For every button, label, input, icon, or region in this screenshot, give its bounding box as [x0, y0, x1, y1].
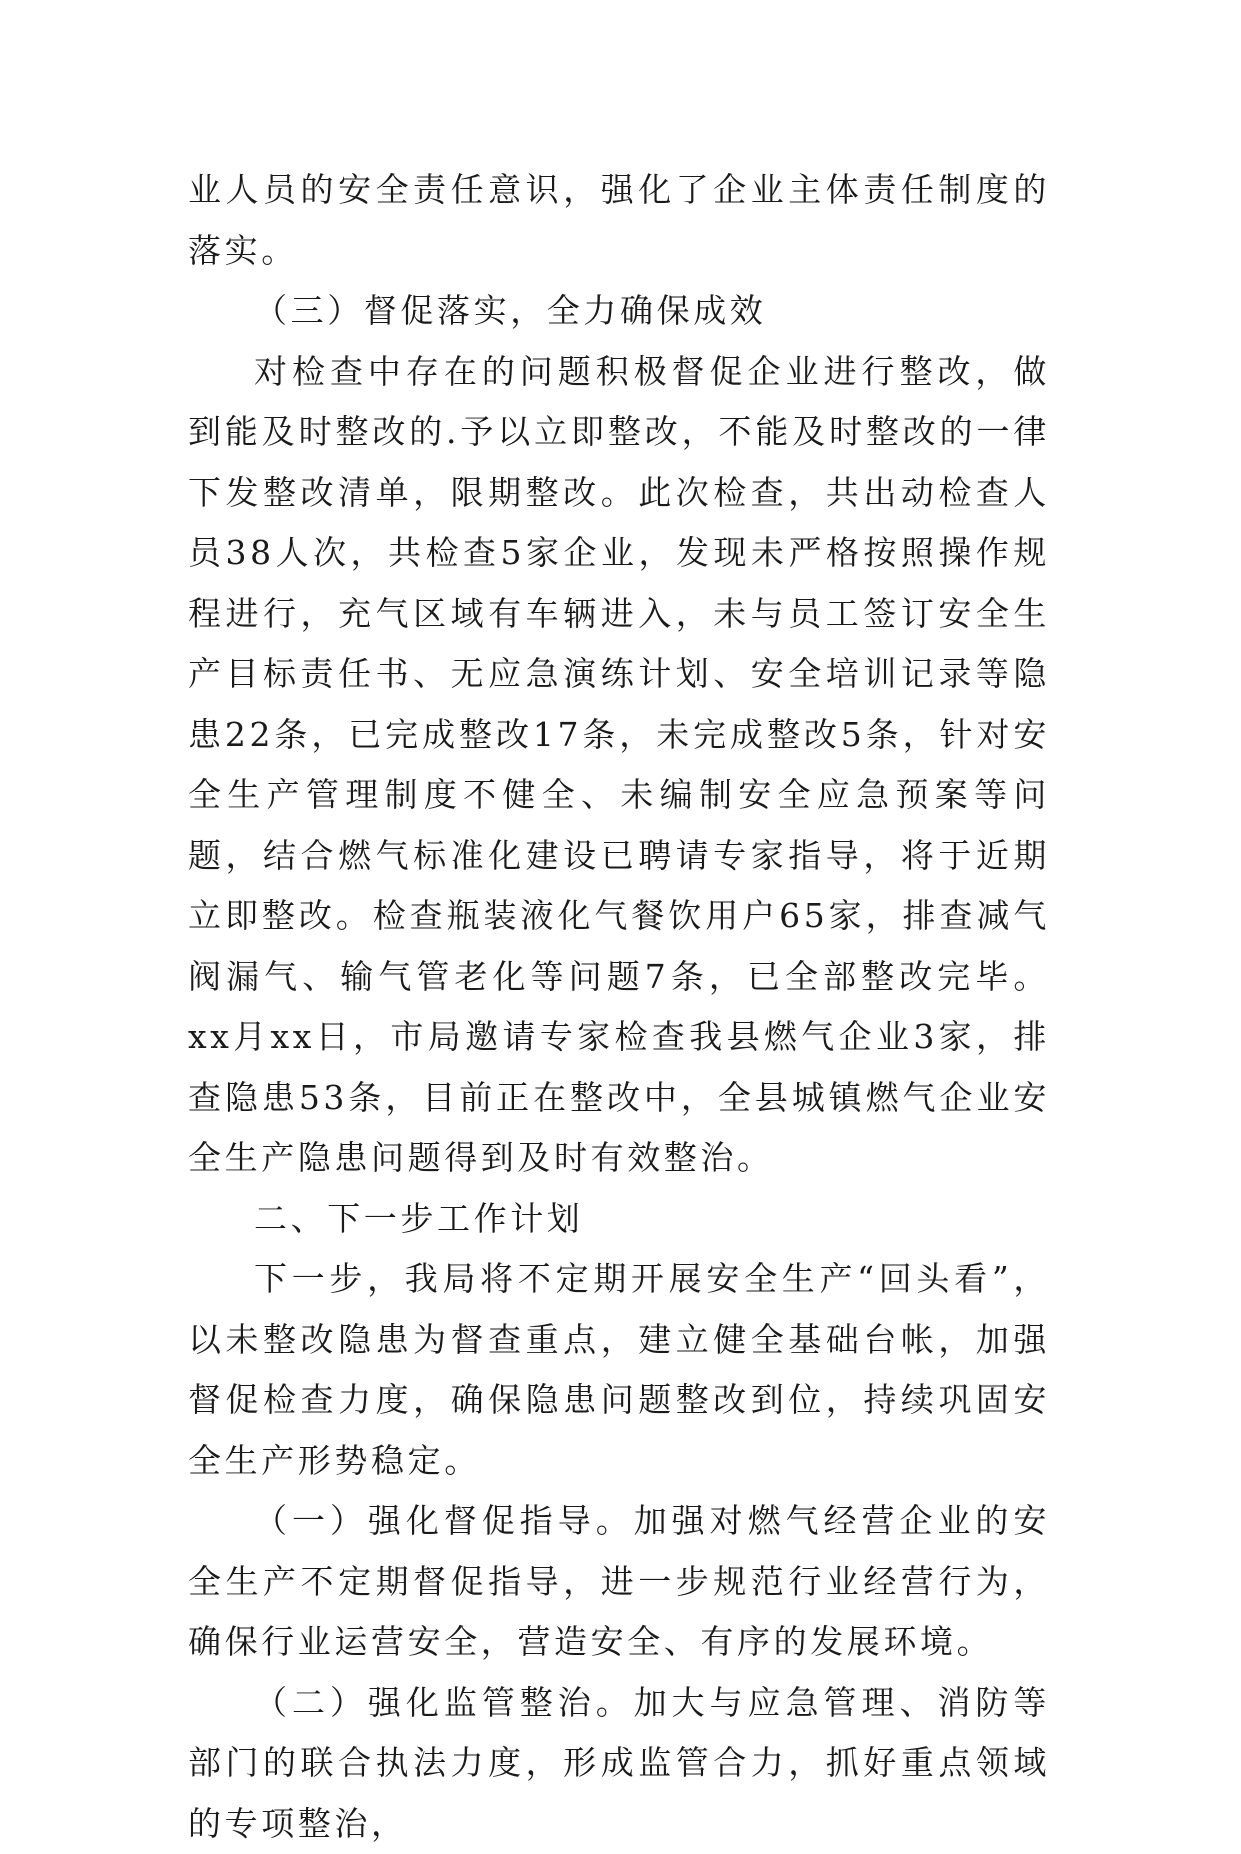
paragraph-continuation: 业人员的安全责任意识，强化了企业主体责任制度的落实。 — [188, 160, 1050, 281]
paragraph-supervision: （二）强化监管整治。加大与应急管理、消防等部门的联合执法力度，形成监管合力，抓好重点领域的专项整治， — [188, 1673, 1050, 1854]
section-heading-next-plan: 二、下一步工作计划 — [188, 1189, 1050, 1250]
section-heading-three: （三）督促落实，全力确保成效 — [188, 281, 1050, 342]
document-body — [188, 160, 1050, 1854]
paragraph-rectification: 对检查中存在的问题积极督促企业进行整改，做到能及时整改的.予以立即整改，不能及时整改的一律下发整改清单，限期整改。此次检查，共出动检查人员38人次，共检查5家企业，发现未严格按照操作规程进行，充气区域有车辆进入，未与员工签订安全生产目标责任书、无应急演练计划、安全培训记录等隐患22条，已完成整改17条，未完成整改5条，针对安全生产管理制度不健全、未编制安全应急预案等问题，结合燃气标准化建设已聘请专家指导，将于近期立即整改。检查瓶装液化气餐饮用户65家，排查减气阀漏气、输气管老化等问题7条，已全部整改完毕。xx月xx日，市局邀请专家检查我县燃气企业3家，排查隐患53条，目前正在整改中，全县城镇燃气企业安全生产隐患问题得到及时有效整治。 — [188, 342, 1050, 1189]
paragraph-next-step: 下一步，我局将不定期开展安全生产“回头看”，以未整改隐患为督查重点，建立健全基础台帐，加强督促检查力度，确保隐患问题整改到位，持续巩固安全生产形势稳定。 — [188, 1249, 1050, 1491]
paragraph-guidance: （一）强化督促指导。加强对燃气经营企业的安全生产不定期督促指导，进一步规范行业经营行为，确保行业运营安全，营造安全、有序的发展环境。 — [188, 1491, 1050, 1673]
